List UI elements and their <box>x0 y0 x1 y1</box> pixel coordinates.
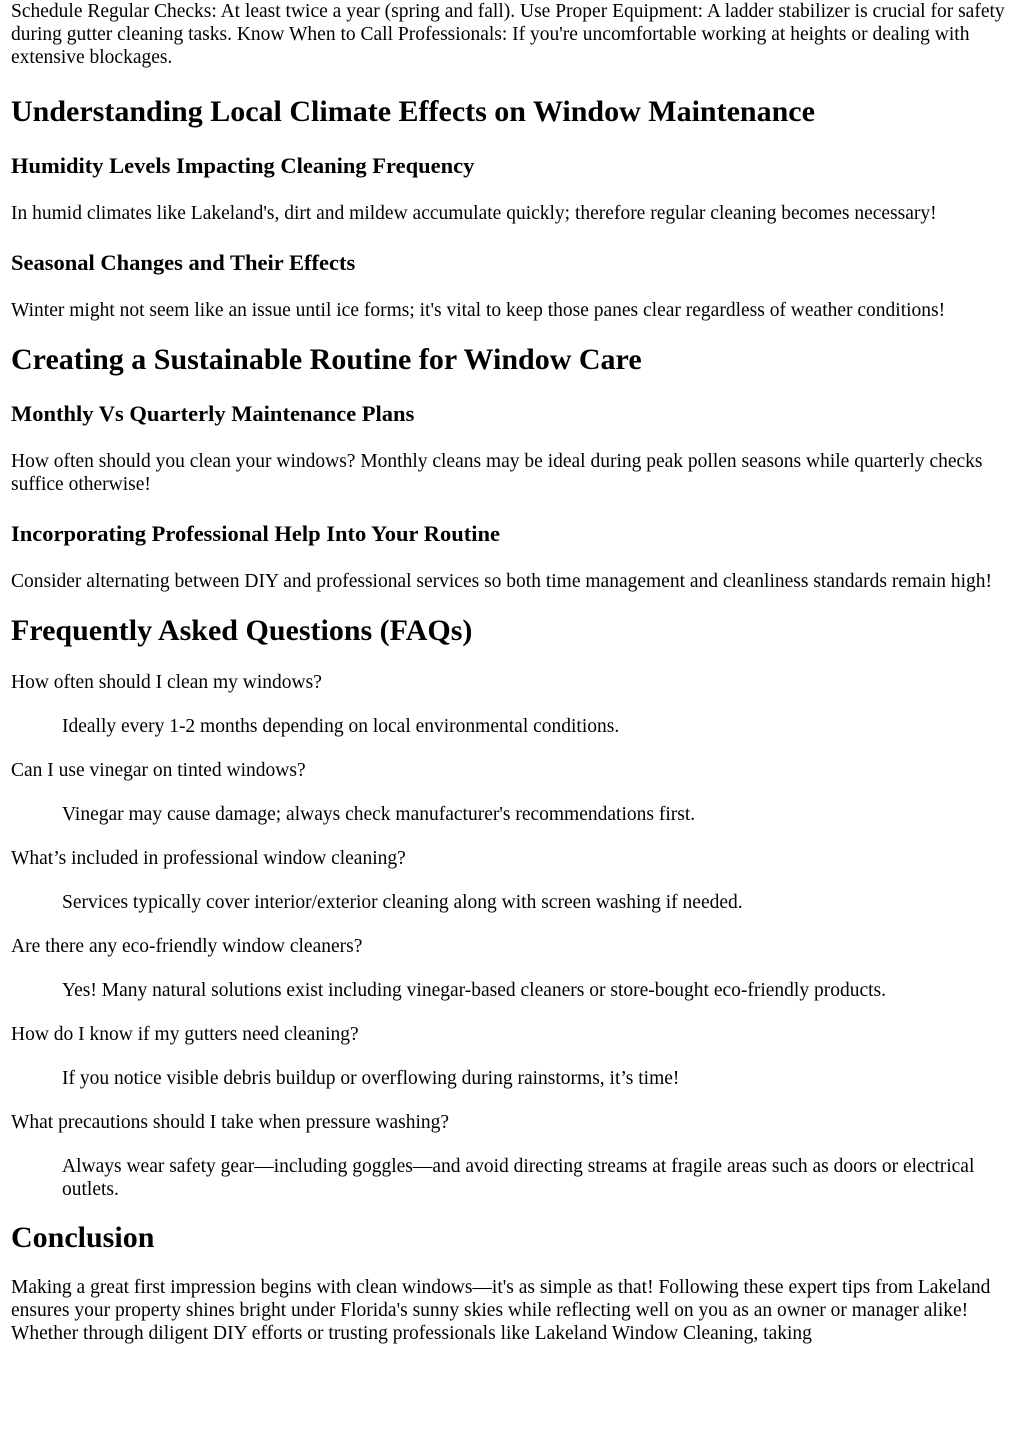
faq-question: Can I use vinegar on tinted windows? <box>11 760 306 781</box>
humidity-paragraph: In humid climates like Lakeland's, dirt and mildew accumulate quickly; therefore regular cleaning becomes necessary! <box>11 203 937 224</box>
faq-answer: Yes! Many natural solutions exist including vinegar-based cleaners or store-bought eco-friendly products. <box>62 980 887 1001</box>
faq-question: Are there any eco-friendly window cleaners? <box>11 936 363 957</box>
routine-heading: Creating a Sustainable Routine for Window Care <box>11 343 642 376</box>
climate-heading: Understanding Local Climate Effects on Window Maintenance <box>11 95 815 128</box>
faq-question: How often should I clean my windows? <box>11 672 322 693</box>
faq-question: How do I know if my gutters need cleaning? <box>11 1024 359 1045</box>
plans-paragraph: How often should you clean your windows? Monthly cleans may be ideal during peak pollen seasons while quarterly checks suffice otherwise! <box>11 451 983 495</box>
plans-heading: Monthly Vs Quarterly Maintenance Plans <box>11 401 415 426</box>
seasonal-heading: Seasonal Changes and Their Effects <box>11 250 356 275</box>
faq-answer: Ideally every 1-2 months depending on local environmental conditions. <box>62 716 620 737</box>
faq-answer: Services typically cover interior/exterior cleaning along with screen washing if needed. <box>62 892 743 913</box>
faq-answer: If you notice visible debris buildup or overflowing during rainstorms, it’s time! <box>62 1068 680 1089</box>
conclusion-heading: Conclusion <box>11 1221 155 1254</box>
intro-paragraph: Schedule Regular Checks: At least twice a year (spring and fall). Use Proper Equipment: A ladder stabilizer is crucial for safety during gutter cleaning tasks. Know When to Call Professionals: If you're uncomfortable working at heights or dealing with extensive blockages. <box>11 1 1005 68</box>
faq-question: What precautions should I take when pressure washing? <box>11 1112 450 1133</box>
conclusion-paragraph: Making a great first impression begins with clean windows—it's as simple as that! Following these expert tips from Lakeland ensures your property shines bright under Florida's sunny skies while reflecting well on you as an owner or manager alike! Whether through diligent DIY efforts or trusting professionals like Lakeland Window Cleaning, taking <box>11 1277 991 1344</box>
faq-heading: Frequently Asked Questions (FAQs) <box>11 614 473 647</box>
humidity-heading: Humidity Levels Impacting Cleaning Frequency <box>11 153 475 178</box>
seasonal-paragraph: Winter might not seem like an issue until ice forms; it's vital to keep those panes clear regardless of weather conditions! <box>11 300 946 321</box>
faq-answer: Always wear safety gear—including goggles—and avoid directing streams at fragile areas such as doors or electrical outlets. <box>62 1156 975 1200</box>
faq-question: What’s included in professional window cleaning? <box>11 848 406 869</box>
faq-answer: Vinegar may cause damage; always check manufacturer's recommendations first. <box>62 804 696 825</box>
faq-list <box>11 671 1013 1201</box>
professional-paragraph: Consider alternating between DIY and professional services so both time management and cleanliness standards remain high! <box>11 571 993 592</box>
professional-heading: Incorporating Professional Help Into Your Routine <box>11 521 500 546</box>
